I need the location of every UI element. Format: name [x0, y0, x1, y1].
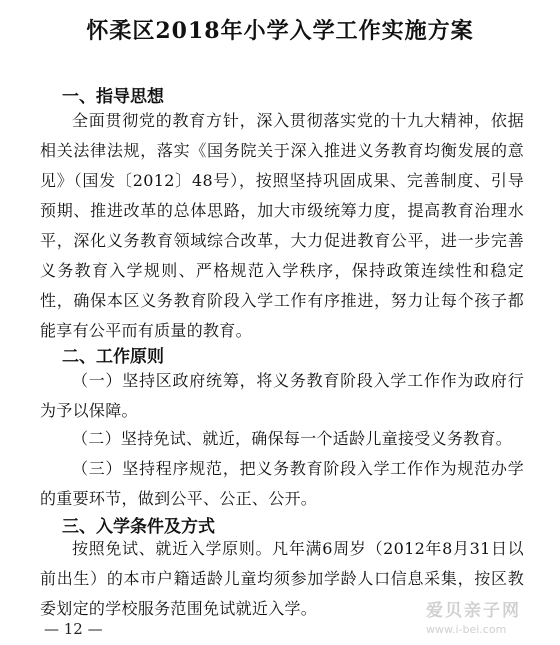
section-heading-work-principles: 二、工作原则: [62, 347, 164, 367]
section-paragraph: 按照免试、就近入学原则。凡年满6周岁（2012年8月31日以前出生）的本市户籍适龄儿童均须参加学龄人口信息采集，按区教委划定的学校服务范围免试就近入学。: [40, 539, 524, 618]
watermark-url: www.i-bei.com: [426, 623, 507, 636]
section-heading-admission-conditions: 三、入学条件及方式: [62, 517, 215, 537]
section-heading-guiding-ideology: 一、指导思想: [62, 87, 164, 107]
section-paragraph: （三）坚持程序规范，把义务教育阶段入学工作作为规范办学的重要环节，做到公平、公正、公开。: [40, 459, 524, 508]
page-number: — 12 —: [44, 620, 103, 638]
document-title: 怀柔区2018年小学入学工作实施方案: [86, 18, 474, 44]
section-paragraph: （一）坚持区政府统筹，将义务教育阶段入学工作作为政府行为予以保障。: [40, 371, 524, 420]
watermark-text: 爱贝亲子网: [426, 601, 521, 621]
watermark-logo: [426, 596, 546, 636]
section-paragraph: 全面贯彻党的教育方针，深入贯彻落实党的十九大精神，依据相关法律法规，落实《国务院关于深入推进义务教育均衡发展的意见》（国发〔2012〕48号），按照坚持巩固成果、完善制度、引导预期、推进改革的总体思路，加大市级统筹力度，提高教育治理水平，深化义务教育领域综合改革，大力促进教育公平，进一步完善义务教育入学规则、严格规范入学秩序，保持政策连续性和稳定性，确保本区义务教育阶段入学工作有序推进，努力让每个孩子都能享有公平而有质量的教育。: [40, 111, 524, 340]
section-paragraph: （二）坚持免试、就近，确保每一个适龄儿童接受义务教育。: [72, 429, 513, 448]
